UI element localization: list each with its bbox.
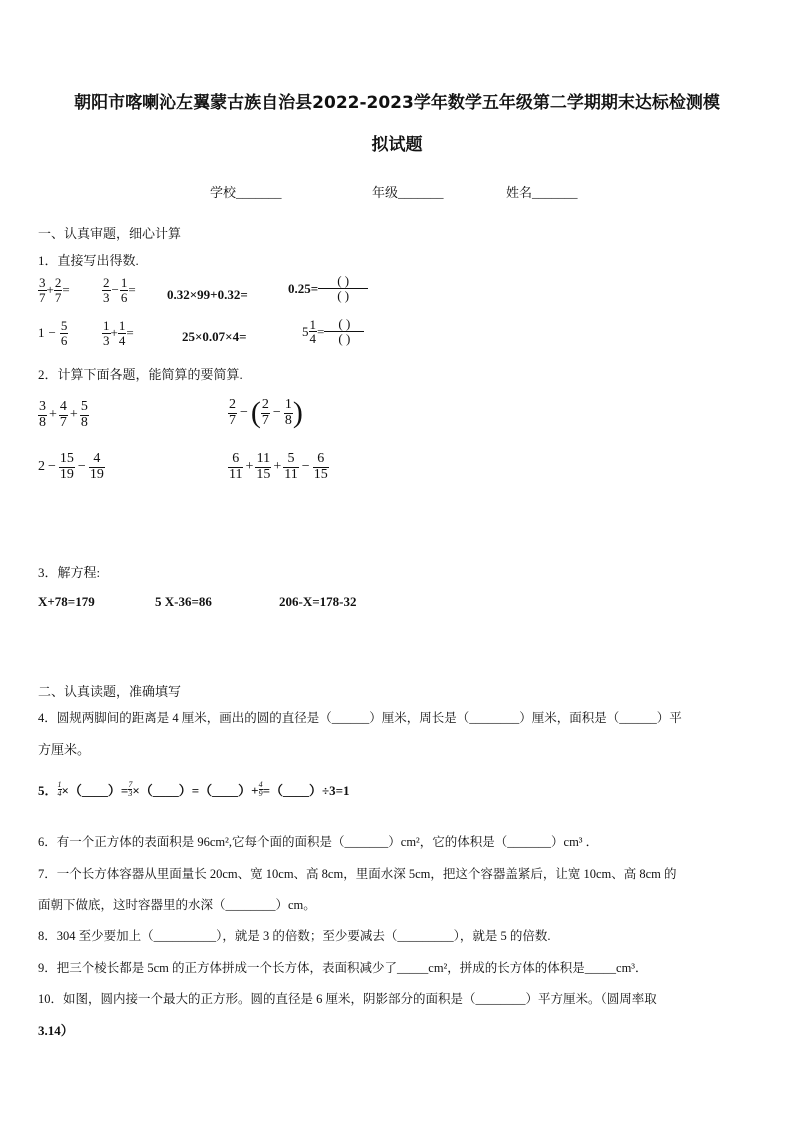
q3-eq1: X+78=179: [38, 594, 95, 609]
name-field: 姓名_______: [506, 185, 578, 200]
fraction: $\frac{15}{19}$: [59, 451, 74, 482]
fraction: $\frac{5}{8}$: [80, 399, 88, 430]
q9: 9．把三个棱长都是 5cm 的正方体拼成一个长方体，表面积减少了_____cm²，拼成的长方体的体积是_____cm³．: [38, 961, 648, 975]
fraction: $\frac{1}{4}$: [57, 780, 62, 798]
fraction: $\frac{2}{3}$: [103, 275, 110, 305]
q1-item-2: $\frac{2}{3}$ − $\frac{1}{6}$ =: [103, 275, 136, 305]
fraction: $\frac{1}{8}$: [284, 397, 292, 428]
page-title-line2: 拟试题: [371, 135, 423, 155]
q5: 5． $\frac{1}{4}$ ×（____）= $\frac{7}{3}$ ×（____）=（____）+ $\frac{4}{9}$ =（____）÷3=1: [38, 780, 350, 798]
q1-item-5: 1 − $\frac{5}{6}$: [38, 318, 68, 348]
fraction: $\frac{5}{11}$: [284, 451, 298, 482]
fraction: $\frac{2}{7}$: [261, 397, 269, 428]
fraction: $\frac{1}{4}$: [309, 316, 316, 347]
q8: 8．304 至少要加上（__________），就是 3 的倍数；至少要减去（_________），就是 5 的倍数.: [38, 929, 551, 943]
q2-item-3: 2 − $\frac{15}{19}$ − $\frac{4}{19}$: [38, 451, 104, 482]
q10-line1: 10．如图，圆内接一个最大的正方形。圆的直径是 6 厘米，阴影部分的面积是（________）平方厘米。（圆周率取: [38, 992, 657, 1006]
school-field: 学校_______: [210, 185, 282, 200]
fraction: $\frac{11}{15}$: [256, 451, 271, 482]
q4-line2: 方厘米。: [38, 742, 91, 757]
fraction: $\frac{2}{7}$: [229, 397, 236, 428]
q1-item-4: 0.25= ( ) ( ): [288, 274, 368, 304]
q1-item-7: 25×0.07×4=: [182, 329, 247, 344]
fraction: $\frac{5}{6}$: [60, 318, 68, 348]
page-title: 朝阳市喀喇沁左翼蒙古族自治县2022-2023学年数学五年级第二学期期末达标检测模: [74, 93, 720, 113]
q10-line2: 3.14）: [38, 1023, 74, 1038]
q3-eq3: 206-X=178-32: [279, 594, 357, 609]
fraction: $\frac{3}{7}$: [39, 275, 46, 305]
q6: 6．有一个正方体的表面积是 96cm²,它每个面的面积是（_______）cm²，它的体积是（_______）cm³ ．: [38, 835, 599, 849]
q4-line1: 4．圆规两脚间的距离是 4 厘米，画出的圆的直径是（______）厘米，周长是（________）厘米，面积是（______）平: [38, 711, 682, 725]
q1-item-8: 5 $\frac{1}{4}$ = ( ) ( ): [302, 317, 364, 347]
fraction: $\frac{1}{4}$: [118, 318, 126, 348]
fraction: $\frac{4}{9}$: [258, 780, 263, 798]
q1-item-3: 0.32×99+0.32=: [167, 287, 248, 302]
fraction: $\frac{3}{8}$: [39, 399, 46, 430]
grade-field: 年级_______: [372, 185, 444, 200]
fraction: $\frac{6}{15}$: [313, 451, 328, 482]
q7-line2: 面朝下做底，这时容器里的水深（________）cm。: [38, 898, 316, 912]
q3-eq2: 5 X-36=86: [155, 594, 212, 609]
fraction: $\frac{1}{3}$: [103, 318, 110, 348]
q3-label: 3．解方程:: [38, 565, 101, 580]
q1-item-6: $\frac{1}{3}$ + $\frac{1}{4}$ =: [103, 318, 134, 348]
q2-item-4: $\frac{6}{11}$ + $\frac{11}{15}$ + $\frac{5}{11}$ − $\frac{6}{15}$: [229, 451, 328, 482]
q1-item-1: $\frac{3}{7}$ + $\frac{2}{7}$ =: [39, 275, 70, 305]
q1-label: 1．直接写出得数.: [38, 253, 139, 268]
section2-heading: 二、认真读题，准确填写: [38, 684, 182, 699]
fraction: $\frac{6}{11}$: [229, 451, 243, 482]
q2-item-2: $\frac{2}{7}$ − ( $\frac{2}{7}$ − $\frac{1}{8}$ ): [229, 396, 303, 430]
fraction: $\frac{1}{6}$: [120, 275, 128, 305]
fraction: $\frac{4}{7}$: [59, 399, 67, 430]
q7-line1: 7．一个长方体容器从里面量长 20cm、宽 10cm、高 8cm，里面水深 5cm，把这个容器盖紧后，让宽 10cm、高 8cm 的: [38, 867, 677, 881]
fraction: $\frac{7}{3}$: [128, 780, 133, 798]
section1-heading: 一、认真审题，细心计算: [38, 226, 182, 241]
q2-item-1: $\frac{3}{8}$ + $\frac{4}{7}$ + $\frac{5}{8}$: [39, 399, 88, 430]
fraction: $\frac{4}{19}$: [89, 451, 104, 482]
q2-label: 2．计算下面各题，能简算的要简算.: [38, 367, 243, 382]
fraction: $\frac{2}{7}$: [54, 275, 62, 305]
